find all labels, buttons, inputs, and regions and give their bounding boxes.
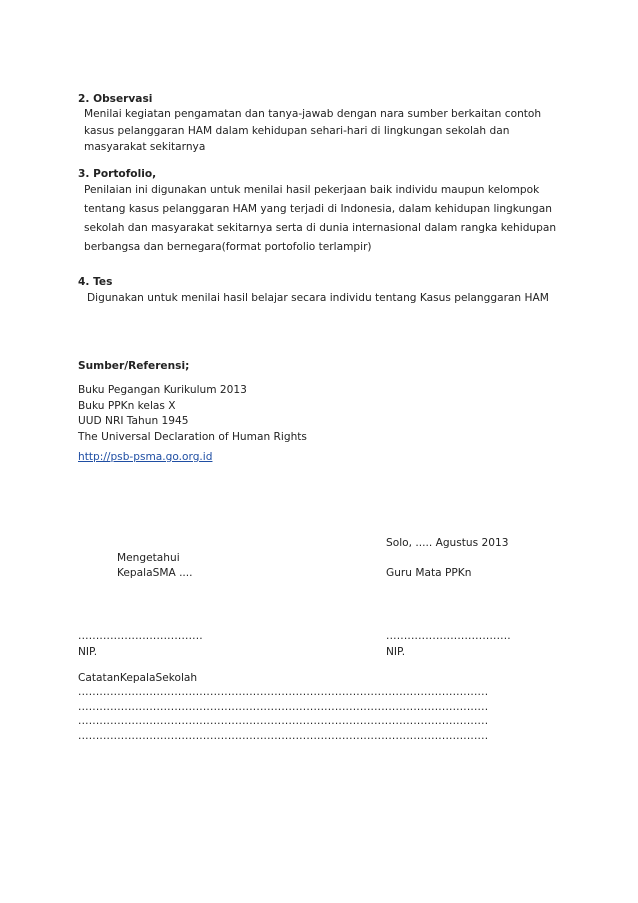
signature-right-line: ................................... [386, 630, 511, 642]
catatan-lines [78, 685, 563, 743]
portofolio-line: sekolah dan masyarakat sekitarnya serta di dunia internasional dalam rangka kehidupan [84, 222, 557, 234]
signature-right-role: Guru Mata PPKn [386, 567, 472, 579]
portofolio-line: tentang kasus pelanggaran HAM yang terjadi di Indonesia, dalam kehidupan lingkungan [84, 203, 552, 215]
portofolio-body [84, 181, 556, 257]
sumber-item: UUD NRI Tahun 1945 [78, 415, 189, 427]
signature-right-nip: NIP. [386, 646, 406, 658]
sumber-list [78, 383, 307, 445]
reference-link[interactable]: http://psb-psma.go.org.id [78, 451, 213, 463]
portofolio-heading: 3. Portofolio, [78, 168, 157, 180]
observasi-body [84, 106, 541, 156]
signature-left-nip: NIP. [78, 646, 98, 658]
signature-left-role: KepalaSMA .... [117, 567, 193, 579]
sumber-heading: Sumber/Referensi; [78, 360, 190, 372]
portofolio-line: Penilaian ini digunakan untuk menilai hasil pekerjaan baik individu maupun kelompok [84, 184, 540, 196]
catatan-line: ................................................................................................................... [78, 700, 489, 713]
catatan-line: ................................................................................................................... [78, 729, 489, 742]
tes-heading: 4. Tes [78, 276, 113, 288]
signature-date: Solo, ..... Agustus 2013 [386, 537, 509, 549]
sumber-item: Buku Pegangan Kurikulum 2013 [78, 384, 247, 396]
catatan-line: ................................................................................................................... [78, 715, 489, 727]
observasi-line: Menilai kegiatan pengamatan dan tanya-jawab dengan nara sumber berkaitan contoh [84, 108, 542, 120]
observasi-line: kasus pelanggaran HAM dalam kehidupan sehari-hari di lingkungan sekolah dan [84, 124, 510, 137]
signature-left-title: Mengetahui [117, 552, 180, 564]
catatan-line: ................................................................................................................... [78, 686, 489, 698]
tes-line: Digunakan untuk menilai hasil belajar secara individu tentang Kasus pelanggaran HAM [87, 292, 549, 304]
sumber-item: The Universal Declaration of Human Rights [78, 430, 307, 443]
sumber-item: Buku PPKn kelas X [78, 399, 176, 412]
signature-left-line: ................................... [78, 630, 203, 642]
portofolio-line: berbangsa dan bernegara(format portofolio terlampir) [84, 241, 372, 253]
observasi-heading: 2. Observasi [78, 93, 153, 105]
observasi-line: masyarakat sekitarnya [84, 141, 206, 153]
catatan-heading: CatatanKepalaSekolah [78, 672, 198, 684]
